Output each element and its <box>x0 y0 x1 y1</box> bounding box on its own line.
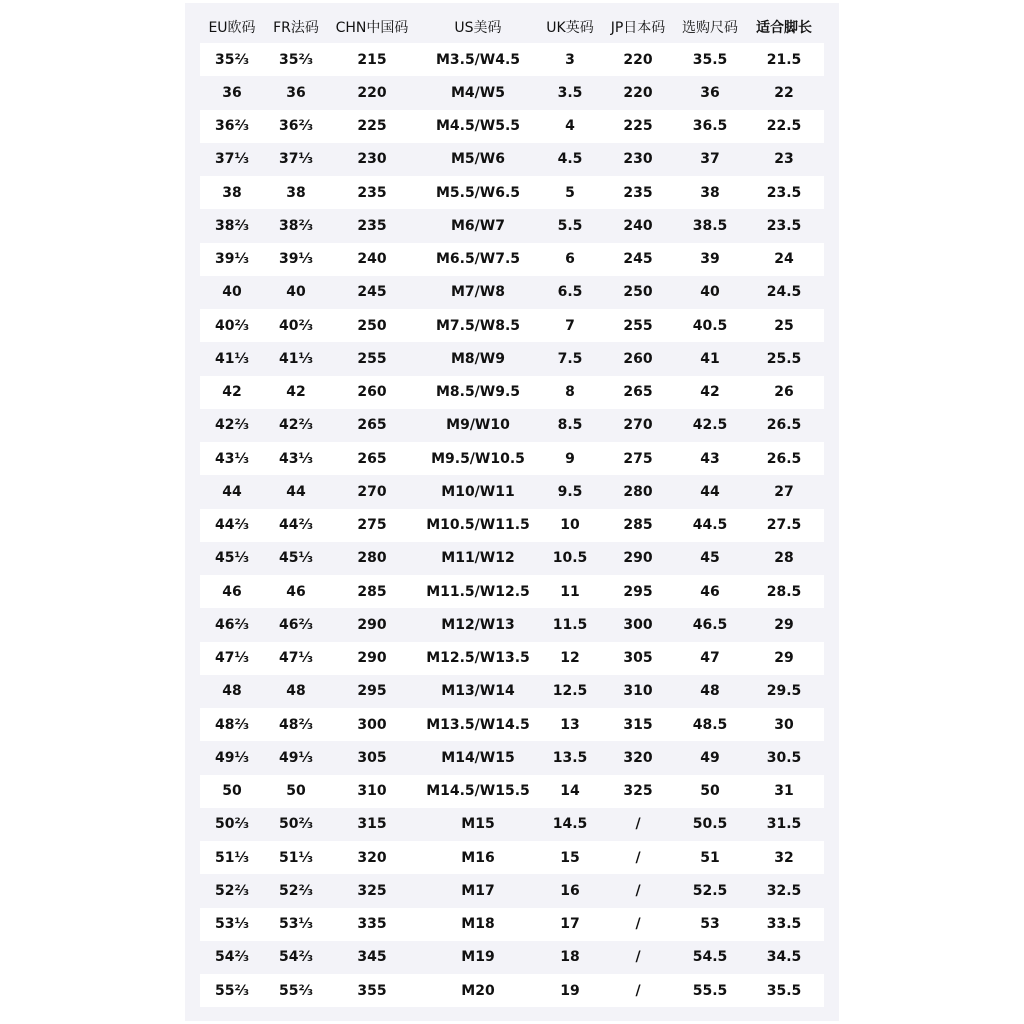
cell-foot-length: 24 <box>774 251 794 268</box>
cell-eu: 35⅔ <box>215 51 249 68</box>
header-chn: CHN中国码 <box>335 19 409 36</box>
cell-eu: 44⅔ <box>215 517 249 534</box>
table-header-row <box>200 10 824 43</box>
cell-chn: 265 <box>357 417 387 434</box>
cell-chn: 225 <box>357 118 387 135</box>
header-fr: FR法码 <box>273 19 319 36</box>
cell-fr: 54⅔ <box>279 949 313 966</box>
cell-eu: 38 <box>222 184 242 201</box>
cell-eu: 37⅓ <box>215 151 249 168</box>
cell-jp: / <box>635 849 641 866</box>
cell-fr: 51⅓ <box>279 849 313 866</box>
cell-eu: 39⅓ <box>215 251 249 268</box>
cell-uk: 3 <box>565 51 575 68</box>
cell-jp: / <box>635 816 641 833</box>
cell-us: M18 <box>461 916 495 933</box>
cell-chn: 245 <box>357 284 387 301</box>
cell-foot-length: 28.5 <box>766 583 802 600</box>
cell-uk: 14.5 <box>552 816 588 833</box>
cell-purchase-size: 42 <box>700 384 720 401</box>
cell-uk: 11 <box>560 583 580 600</box>
table-row <box>200 908 824 941</box>
cell-purchase-size: 45 <box>700 550 720 567</box>
cell-uk: 11.5 <box>552 616 588 633</box>
cell-purchase-size: 38 <box>700 184 720 201</box>
cell-jp: 325 <box>623 783 653 800</box>
cell-us: M4.5/W5.5 <box>435 118 521 135</box>
cell-uk: 6.5 <box>557 284 583 301</box>
cell-jp: 300 <box>623 616 653 633</box>
cell-us: M3.5/W4.5 <box>435 51 521 68</box>
cell-eu: 42⅔ <box>215 417 249 434</box>
cell-uk: 18 <box>560 949 580 966</box>
cell-jp: 220 <box>623 84 653 101</box>
table-row <box>200 509 824 542</box>
cell-chn: 240 <box>357 251 387 268</box>
cell-purchase-size: 48.5 <box>692 716 728 733</box>
cell-purchase-size: 39 <box>700 251 720 268</box>
cell-uk: 7.5 <box>557 350 583 367</box>
cell-eu: 46⅔ <box>215 616 249 633</box>
table-row <box>200 110 824 143</box>
cell-eu: 43⅓ <box>215 450 249 467</box>
cell-eu: 42 <box>222 384 242 401</box>
cell-us: M17 <box>461 882 495 899</box>
cell-fr: 35⅔ <box>279 51 313 68</box>
table-row <box>200 775 824 808</box>
table-row <box>200 808 824 841</box>
cell-us: M14.5/W15.5 <box>426 783 530 800</box>
table-row <box>200 243 824 276</box>
cell-uk: 17 <box>560 916 580 933</box>
cell-eu: 49⅓ <box>215 749 249 766</box>
cell-fr: 37⅓ <box>279 151 313 168</box>
cell-purchase-size: 42.5 <box>692 417 728 434</box>
table-row <box>200 475 824 508</box>
cell-jp: / <box>635 949 641 966</box>
cell-eu: 40 <box>222 284 242 301</box>
cell-jp: / <box>635 982 641 999</box>
cell-chn: 295 <box>357 683 387 700</box>
cell-us: M11.5/W12.5 <box>426 583 530 600</box>
cell-us: M13.5/W14.5 <box>426 716 530 733</box>
cell-fr: 44 <box>286 483 306 500</box>
cell-us: M7.5/W8.5 <box>435 317 521 334</box>
cell-purchase-size: 40 <box>700 284 720 301</box>
cell-foot-length: 22.5 <box>766 118 802 135</box>
cell-purchase-size: 38.5 <box>692 217 728 234</box>
cell-eu: 50⅔ <box>215 816 249 833</box>
cell-jp: 250 <box>623 284 653 301</box>
cell-jp: / <box>635 916 641 933</box>
cell-chn: 345 <box>357 949 387 966</box>
cell-us: M15 <box>461 816 495 833</box>
cell-foot-length: 23 <box>774 151 794 168</box>
cell-eu: 46 <box>222 583 242 600</box>
cell-jp: 230 <box>623 151 653 168</box>
cell-jp: 235 <box>623 184 653 201</box>
cell-foot-length: 23.5 <box>766 184 802 201</box>
size-chart-table <box>200 10 824 1007</box>
cell-us: M5/W6 <box>451 151 505 168</box>
cell-purchase-size: 44.5 <box>692 517 728 534</box>
cell-eu: 51⅓ <box>215 849 249 866</box>
cell-purchase-size: 52.5 <box>692 882 728 899</box>
cell-uk: 10.5 <box>552 550 588 567</box>
cell-purchase-size: 37 <box>700 151 720 168</box>
cell-chn: 280 <box>357 550 387 567</box>
table-row <box>200 376 824 409</box>
table-row <box>200 176 824 209</box>
cell-purchase-size: 44 <box>700 483 720 500</box>
table-row <box>200 276 824 309</box>
cell-us: M4/W5 <box>451 84 505 101</box>
cell-foot-length: 23.5 <box>766 217 802 234</box>
cell-us: M9.5/W10.5 <box>431 450 525 467</box>
cell-foot-length: 27 <box>774 483 794 500</box>
cell-purchase-size: 53 <box>700 916 720 933</box>
cell-jp: / <box>635 882 641 899</box>
cell-eu: 48 <box>222 683 242 700</box>
cell-uk: 10 <box>560 517 580 534</box>
cell-purchase-size: 36.5 <box>692 118 728 135</box>
cell-foot-length: 31.5 <box>766 816 802 833</box>
cell-eu: 36⅔ <box>215 118 249 135</box>
cell-us: M13/W14 <box>441 683 515 700</box>
cell-foot-length: 28 <box>774 550 794 567</box>
cell-jp: 320 <box>623 749 653 766</box>
cell-fr: 44⅔ <box>279 517 313 534</box>
cell-fr: 40⅔ <box>279 317 313 334</box>
cell-jp: 260 <box>623 350 653 367</box>
cell-fr: 50⅔ <box>279 816 313 833</box>
cell-fr: 52⅔ <box>279 882 313 899</box>
cell-uk: 9 <box>565 450 575 467</box>
table-row <box>200 941 824 974</box>
cell-chn: 290 <box>357 650 387 667</box>
cell-foot-length: 25 <box>774 317 794 334</box>
cell-foot-length: 26.5 <box>766 417 802 434</box>
cell-purchase-size: 46.5 <box>692 616 728 633</box>
cell-us: M14/W15 <box>441 749 515 766</box>
cell-jp: 285 <box>623 517 653 534</box>
cell-uk: 13.5 <box>552 749 588 766</box>
cell-eu: 48⅔ <box>215 716 249 733</box>
table-row <box>200 575 824 608</box>
cell-us: M16 <box>461 849 495 866</box>
table-row <box>200 43 824 76</box>
cell-purchase-size: 48 <box>700 683 720 700</box>
cell-jp: 315 <box>623 716 653 733</box>
cell-fr: 48⅔ <box>279 716 313 733</box>
cell-foot-length: 29 <box>774 616 794 633</box>
cell-foot-length: 25.5 <box>766 350 802 367</box>
cell-chn: 260 <box>357 384 387 401</box>
header-foot-length: 适合脚长 <box>756 19 812 36</box>
cell-purchase-size: 46 <box>700 583 720 600</box>
cell-chn: 215 <box>357 51 387 68</box>
cell-foot-length: 26 <box>774 384 794 401</box>
cell-chn: 275 <box>357 517 387 534</box>
cell-foot-length: 31 <box>774 783 794 800</box>
cell-uk: 7 <box>565 317 575 334</box>
cell-fr: 48 <box>286 683 306 700</box>
cell-purchase-size: 36 <box>700 84 720 101</box>
cell-uk: 3.5 <box>557 84 583 101</box>
cell-uk: 15 <box>560 849 580 866</box>
cell-us: M10/W11 <box>441 483 515 500</box>
cell-uk: 4.5 <box>557 151 583 168</box>
cell-jp: 220 <box>623 51 653 68</box>
cell-fr: 42 <box>286 384 306 401</box>
cell-purchase-size: 47 <box>700 650 720 667</box>
cell-eu: 55⅔ <box>215 982 249 999</box>
cell-foot-length: 27.5 <box>766 517 802 534</box>
cell-chn: 250 <box>357 317 387 334</box>
cell-foot-length: 32.5 <box>766 882 802 899</box>
table-row <box>200 342 824 375</box>
cell-eu: 52⅔ <box>215 882 249 899</box>
table-row <box>200 974 824 1007</box>
cell-jp: 305 <box>623 650 653 667</box>
cell-purchase-size: 51 <box>700 849 720 866</box>
cell-purchase-size: 50 <box>700 783 720 800</box>
header-uk: UK英码 <box>546 19 594 36</box>
header-eu: EU欧码 <box>208 19 256 36</box>
cell-uk: 9.5 <box>557 483 583 500</box>
cell-uk: 16 <box>560 882 580 899</box>
cell-chn: 355 <box>357 982 387 999</box>
cell-chn: 335 <box>357 916 387 933</box>
cell-fr: 38⅔ <box>279 217 313 234</box>
cell-chn: 220 <box>357 84 387 101</box>
cell-us: M12.5/W13.5 <box>426 650 530 667</box>
cell-us: M7/W8 <box>451 284 505 301</box>
cell-fr: 46⅔ <box>279 616 313 633</box>
cell-us: M8/W9 <box>451 350 505 367</box>
cell-purchase-size: 43 <box>700 450 720 467</box>
cell-fr: 38 <box>286 184 306 201</box>
cell-jp: 245 <box>623 251 653 268</box>
size-chart-panel <box>185 3 839 1021</box>
cell-fr: 41⅓ <box>279 350 313 367</box>
cell-fr: 50 <box>286 783 306 800</box>
cell-foot-length: 22 <box>774 84 794 101</box>
cell-foot-length: 21.5 <box>766 51 802 68</box>
cell-fr: 42⅔ <box>279 417 313 434</box>
cell-uk: 5.5 <box>557 217 583 234</box>
cell-fr: 47⅓ <box>279 650 313 667</box>
cell-chn: 320 <box>357 849 387 866</box>
cell-purchase-size: 55.5 <box>692 982 728 999</box>
cell-jp: 270 <box>623 417 653 434</box>
cell-eu: 40⅔ <box>215 317 249 334</box>
table-row <box>200 608 824 641</box>
cell-chn: 235 <box>357 184 387 201</box>
cell-chn: 255 <box>357 350 387 367</box>
cell-fr: 53⅓ <box>279 916 313 933</box>
cell-eu: 41⅓ <box>215 350 249 367</box>
cell-uk: 6 <box>565 251 575 268</box>
cell-foot-length: 24.5 <box>766 284 802 301</box>
cell-uk: 12 <box>560 650 580 667</box>
cell-chn: 230 <box>357 151 387 168</box>
cell-fr: 46 <box>286 583 306 600</box>
cell-chn: 315 <box>357 816 387 833</box>
cell-foot-length: 30 <box>774 716 794 733</box>
cell-fr: 36⅔ <box>279 118 313 135</box>
cell-eu: 53⅓ <box>215 916 249 933</box>
cell-us: M9/W10 <box>446 417 510 434</box>
cell-us: M6/W7 <box>451 217 505 234</box>
cell-chn: 305 <box>357 749 387 766</box>
cell-eu: 44 <box>222 483 242 500</box>
cell-chn: 300 <box>357 716 387 733</box>
cell-uk: 5 <box>565 184 575 201</box>
cell-uk: 12.5 <box>552 683 588 700</box>
cell-fr: 49⅓ <box>279 749 313 766</box>
table-row <box>200 143 824 176</box>
cell-foot-length: 34.5 <box>766 949 802 966</box>
cell-us: M19 <box>461 949 495 966</box>
cell-foot-length: 32 <box>774 849 794 866</box>
header-us: US美码 <box>454 19 502 36</box>
table-row <box>200 708 824 741</box>
cell-us: M8.5/W9.5 <box>435 384 521 401</box>
cell-fr: 40 <box>286 284 306 301</box>
cell-foot-length: 26.5 <box>766 450 802 467</box>
cell-purchase-size: 50.5 <box>692 816 728 833</box>
cell-fr: 36 <box>286 84 306 101</box>
cell-eu: 47⅓ <box>215 650 249 667</box>
cell-fr: 55⅔ <box>279 982 313 999</box>
cell-us: M12/W13 <box>441 616 515 633</box>
cell-eu: 54⅔ <box>215 949 249 966</box>
cell-uk: 8 <box>565 384 575 401</box>
cell-purchase-size: 35.5 <box>692 51 728 68</box>
table-row <box>200 76 824 109</box>
header-purchase-size: 选购尺码 <box>682 19 738 36</box>
cell-jp: 295 <box>623 583 653 600</box>
cell-purchase-size: 41 <box>700 350 720 367</box>
cell-us: M10.5/W11.5 <box>426 517 530 534</box>
table-row <box>200 642 824 675</box>
cell-fr: 43⅓ <box>279 450 313 467</box>
cell-uk: 4 <box>565 118 575 135</box>
cell-jp: 290 <box>623 550 653 567</box>
table-row <box>200 675 824 708</box>
table-row <box>200 874 824 907</box>
cell-jp: 275 <box>623 450 653 467</box>
table-row <box>200 309 824 342</box>
cell-uk: 13 <box>560 716 580 733</box>
table-row <box>200 409 824 442</box>
table-row <box>200 741 824 774</box>
cell-chn: 265 <box>357 450 387 467</box>
table-row <box>200 542 824 575</box>
cell-foot-length: 29.5 <box>766 683 802 700</box>
cell-eu: 38⅔ <box>215 217 249 234</box>
cell-foot-length: 29 <box>774 650 794 667</box>
cell-uk: 19 <box>560 982 580 999</box>
cell-chn: 310 <box>357 783 387 800</box>
cell-foot-length: 30.5 <box>766 749 802 766</box>
cell-chn: 235 <box>357 217 387 234</box>
cell-eu: 36 <box>222 84 242 101</box>
cell-us: M5.5/W6.5 <box>435 184 521 201</box>
cell-chn: 290 <box>357 616 387 633</box>
cell-us: M11/W12 <box>441 550 515 567</box>
cell-foot-length: 33.5 <box>766 916 802 933</box>
cell-eu: 50 <box>222 783 242 800</box>
cell-uk: 8.5 <box>557 417 583 434</box>
cell-fr: 39⅓ <box>279 251 313 268</box>
cell-chn: 270 <box>357 483 387 500</box>
cell-fr: 45⅓ <box>279 550 313 567</box>
cell-purchase-size: 54.5 <box>692 949 728 966</box>
cell-us: M6.5/W7.5 <box>435 251 521 268</box>
cell-jp: 280 <box>623 483 653 500</box>
cell-jp: 310 <box>623 683 653 700</box>
cell-purchase-size: 40.5 <box>692 317 728 334</box>
cell-uk: 14 <box>560 783 580 800</box>
table-row <box>200 209 824 242</box>
cell-chn: 325 <box>357 882 387 899</box>
cell-jp: 255 <box>623 317 653 334</box>
header-jp: JP日本码 <box>610 19 666 36</box>
cell-jp: 225 <box>623 118 653 135</box>
cell-jp: 265 <box>623 384 653 401</box>
table-row <box>200 442 824 475</box>
cell-us: M20 <box>461 982 495 999</box>
cell-jp: 240 <box>623 217 653 234</box>
cell-foot-length: 35.5 <box>766 982 802 999</box>
table-row <box>200 841 824 874</box>
cell-chn: 285 <box>357 583 387 600</box>
cell-purchase-size: 49 <box>700 749 720 766</box>
cell-eu: 45⅓ <box>215 550 249 567</box>
